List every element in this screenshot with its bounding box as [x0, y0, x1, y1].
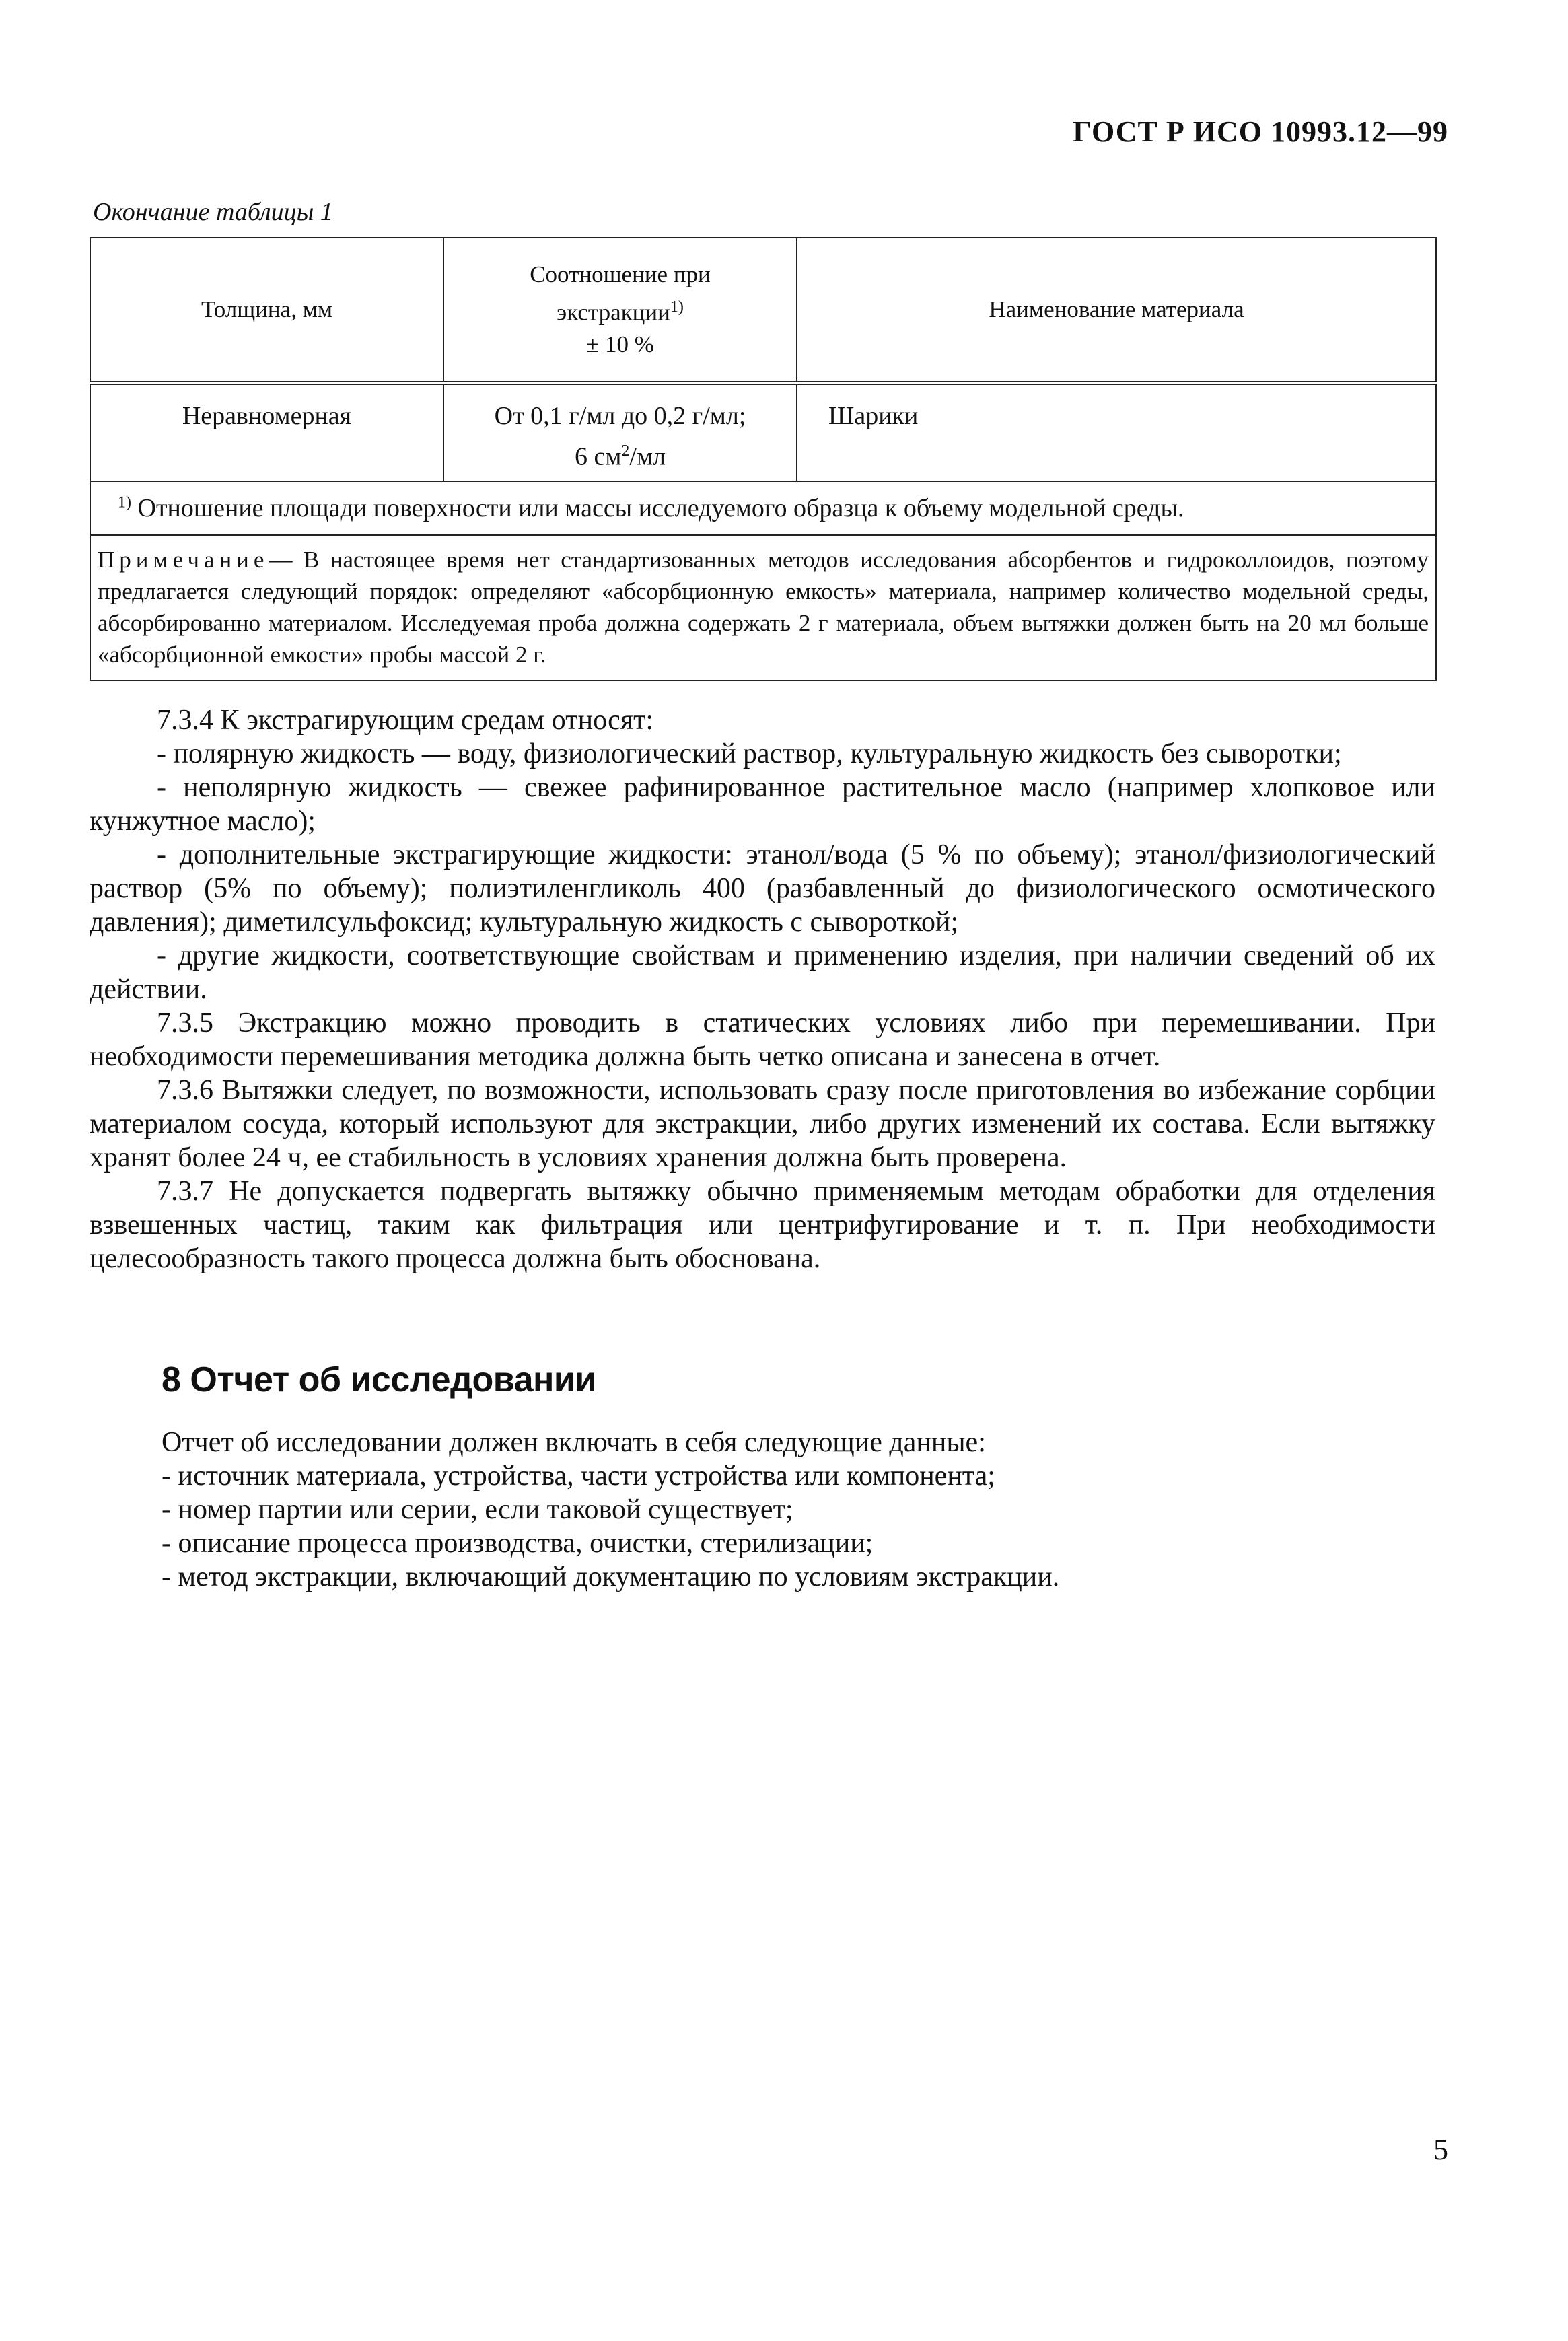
list-item: - номер партии или серии, если таковой существует; [162, 1494, 793, 1525]
list-item: - неполярную жидкость — свежее рафинированное растительное масло (например хлопковое или кунжутное масло); [90, 772, 1435, 837]
footnote-mark: 1) [118, 493, 131, 512]
table-caption: Окончание таблицы 1 [93, 198, 333, 226]
list-item: - другие жидкости, соответствующие свойствам и применению изделия, при наличии сведений об их действии. [90, 940, 1435, 1005]
paragraph-7-3-7: 7.3.7 Не допускается подвергать вытяжку обычно применяемым методам обработки для отделения взвешенных частиц, таким как фильтрация или центрифугирование и т. п. При необходимости целесообразность такого процесса должна быть обоснована. [90, 1176, 1435, 1274]
list-item: - полярную жидкость — воду, физиологический раствор, культуральную жидкость без сыворотки; [157, 738, 1342, 769]
col-header-ratio [443, 238, 797, 383]
table-row [90, 383, 1436, 481]
paragraph-7-3-4: 7.3.4 К экстрагирующим средам относят: [157, 705, 654, 736]
col-header-ratio-sup: 1) [670, 298, 684, 316]
col-header-ratio-line1: Соотношение при [530, 260, 711, 287]
col-header-material: Наименование материала [797, 238, 1436, 383]
cell-material: Шарики [797, 383, 1436, 481]
footnote-text: Отношение площади поверхности или массы исследуемого образца к объему модельной среды. [137, 494, 1184, 522]
section-7-3-body [90, 703, 1435, 1276]
table-1 [90, 237, 1437, 681]
list-item: - источник материала, устройства, части устройства или компонента; [162, 1461, 995, 1492]
table-footnote [90, 481, 1436, 535]
table-note-row [90, 535, 1436, 680]
col-header-ratio-line2: экстракции [557, 299, 670, 326]
section-8-title: 8 Отчет об исследовании [162, 1360, 596, 1399]
note-label: Примечание [98, 547, 269, 573]
list-item: - описание процесса производства, очистки, стерилизации; [162, 1528, 874, 1559]
page-number: 5 [1433, 2133, 1448, 2166]
section-8-intro: Отчет об исследовании должен включать в себя следующие данные: [162, 1427, 986, 1458]
col-header-thickness: Толщина, мм [90, 238, 443, 383]
cell-ratio-line2-pre: 6 см [575, 442, 622, 471]
table-footnote-row [90, 481, 1436, 535]
cell-thickness: Неравномерная [90, 383, 443, 481]
paragraph-7-3-6: 7.3.6 Вытяжки следует, по возможности, использовать сразу после приготовления во избежание сорбции материалом сосуда, который используют для экстракции, либо других изменений их состава. Если вытяжку хранят более 24 ч, ее стабильность в условиях хранения должна быть проверена. [90, 1075, 1435, 1173]
table-header-row [90, 238, 1436, 383]
cell-ratio [443, 383, 797, 481]
note-text: — В настоящее время нет стандартизованных методов исследования абсорбентов и гидроколлоидов, поэтому предлагается следующий порядок: определяют «абсорбционную емкость» материала, например количество модельной среды, абсорбированно материалом. Исследуемая проба должна содержать 2 г материала, объем вытяжки должен быть на 20 мл больше «абсорбционной емкости» пробы массой 2 г. [98, 547, 1429, 668]
cell-ratio-line1: От 0,1 г/мл до 0,2 г/мл; [494, 402, 746, 430]
cell-ratio-sup: 2 [621, 442, 630, 460]
table-note [90, 535, 1436, 680]
col-header-ratio-line3: ± 10 % [586, 331, 654, 358]
list-item: - метод экстракции, включающий документацию по условиям экстракции. [162, 1562, 1060, 1593]
paragraph-7-3-5: 7.3.5 Экстракцию можно проводить в статических условиях либо при перемешивании. При необходимости перемешивания методика должна быть четко описана и занесена в отчет. [90, 1008, 1435, 1072]
document-code: ГОСТ Р ИСО 10993.12—99 [1073, 115, 1448, 148]
list-item: - дополнительные экстрагирующие жидкости: этанол/вода (5 % по объему); этанол/физиологический раствор (5% по объему); полиэтиленгликоль 400 (разбавленный до физиологического осмотического давления); диметилсульфоксид; культуральную жидкость с сывороткой; [90, 839, 1435, 938]
section-8-body [162, 1426, 1440, 1594]
cell-ratio-line2-post: /мл [629, 442, 666, 471]
